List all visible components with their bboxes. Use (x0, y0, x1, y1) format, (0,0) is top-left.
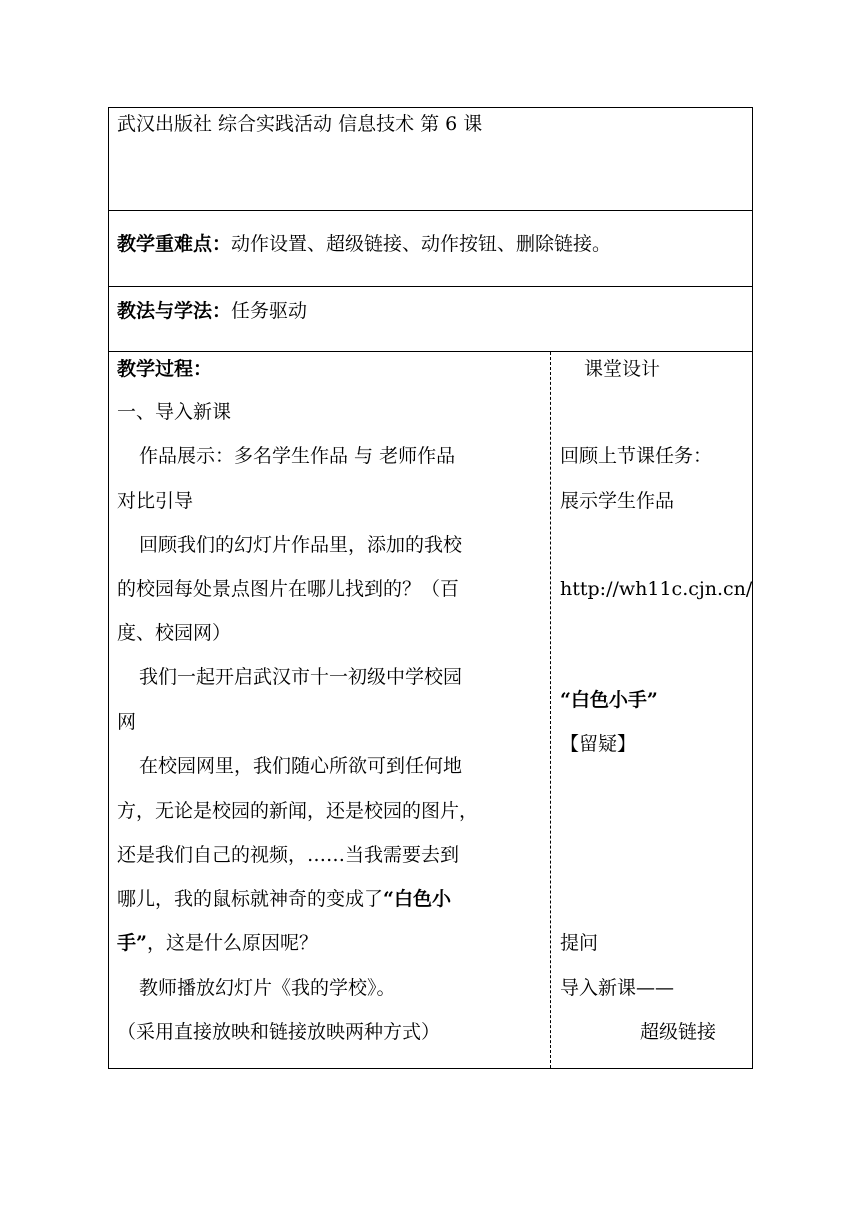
course-line: 武汉出版社 综合实践活动 信息技术 第 6 课 (117, 113, 483, 135)
method-text: 任务驱动 (231, 300, 308, 322)
column-divider (550, 352, 551, 1068)
process-line: 对比引导 (117, 490, 194, 512)
process-line: 网 (117, 711, 137, 733)
process-line-text: ，这是什么原因呢？ (146, 932, 318, 954)
method-label: 教法与学法： (117, 300, 232, 322)
key-points-text: 动作设置、超级链接、动作按钮、删除链接。 (231, 233, 612, 255)
process-label: 教学过程： (117, 358, 213, 380)
school-url: http://wh11c.cjn.cn/ (560, 578, 753, 600)
white-hand-highlight-end: 手” (117, 932, 147, 954)
process-line: 在校园网里，我们随心所欲可到任何地 (139, 755, 463, 777)
design-note-white-hand: “白色小手” (560, 689, 658, 711)
design-header: 课堂设计 (584, 358, 661, 380)
process-line: 回顾我们的幻灯片作品里，添加的我校 (139, 534, 463, 556)
design-note: 导入新课—— (560, 977, 675, 999)
process-line: 作品展示：多名学生作品 与 老师作品 (139, 445, 456, 467)
method-row (109, 287, 752, 352)
process-line (117, 932, 318, 954)
design-note: 展示学生作品 (560, 490, 675, 512)
process-line: 我们一起开启武汉市十一初级中学校园 (139, 666, 463, 688)
design-note: 超级链接 (640, 1021, 717, 1043)
design-note: 提问 (560, 932, 599, 954)
process-line-text: 哪儿，我的鼠标就神奇的变成了 (117, 888, 384, 910)
process-line: 度、校园网） (117, 622, 232, 644)
white-hand-highlight: “白色小 (383, 888, 451, 910)
process-line: 还是我们自己的视频，……当我需要去到 (117, 844, 460, 866)
process-line: （采用直接放映和链接放映两种方式） (117, 1021, 441, 1043)
process-line: 一、导入新课 (117, 401, 232, 423)
process-row (109, 352, 752, 1068)
design-note: 回顾上节课任务： (560, 445, 713, 467)
process-line (117, 888, 451, 910)
process-line: 方，无论是校园的新闻，还是校园的图片， (117, 800, 479, 822)
key-points-cell (117, 233, 611, 255)
design-note: 【留疑】 (560, 733, 637, 755)
lesson-plan-table (108, 107, 753, 1069)
course-header-row (109, 108, 752, 211)
process-line: 的校园每处景点图片在哪儿找到的？（百 (117, 578, 460, 600)
process-line: 教师播放幻灯片《我的学校》。 (139, 977, 396, 999)
method-cell (117, 300, 307, 322)
key-points-label: 教学重难点： (117, 233, 232, 255)
key-points-row (109, 211, 752, 287)
